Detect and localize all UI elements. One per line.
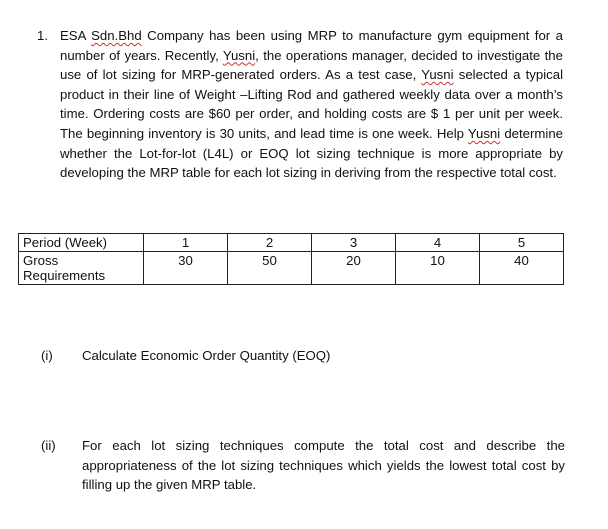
period-cell: 2 [228,234,312,252]
question-text-segment: selected a typical product in their line of Weight –Lifting Rod and gathered weekly data over a month’s time. Ordering costs are $60 per order, and holding costs are $ 1 per unit per week. The beginning inventory is 30 units, and lead time is one week. Help [60,67,564,141]
question-text-segment: determine whether the Lot-for-lot (L4L) or EOQ lot sizing technique is more appropriate by developing the MRP table for each lot sizing in deriving from the respective total cost. [60,125,563,181]
spellcheck-flagged-word: Yusni [421,67,454,83]
gross-requirement-cell: 50 [228,251,312,284]
gross-requirement-cell: 30 [144,251,228,284]
sub-question-marker: (ii) [41,438,56,453]
table-row-period [19,234,564,252]
question-text [60,26,563,183]
spellcheck-flagged-word: Yusni [222,47,256,63]
period-cell: 1 [144,234,228,252]
period-label-cell: Period (Week) [19,234,144,252]
spellcheck-flagged-word: Sdn.Bhd [91,28,142,43]
gross-requirement-cell: 40 [480,251,564,284]
question-number: 1. [37,28,48,43]
sub-question-text: Calculate Economic Order Quantity (EOQ) [82,348,331,363]
sub-question-text: For each lot sizing techniques compute the total cost and describe the appropriateness of the lot sizing techniques which yields the lowest total cost by filling up the given MRP table. [82,438,565,493]
gross-requirement-cell: 10 [396,251,480,284]
table-row-gross-requirements [19,251,564,284]
period-cell: 5 [480,234,564,252]
sub-question-marker: (i) [41,348,53,363]
period-cell: 4 [396,234,480,252]
gross-requirement-cell: 20 [312,251,396,284]
mrp-table [18,233,564,285]
period-cell: 3 [312,234,396,252]
question-text-segment: Company has been using MRP to manufacture gym equipment for a number of years. Recently, [60,28,563,63]
question-text-segment: , the operations manager, decided to investigate the use of lot sizing for MRP-generated orders. As a test case, [60,47,563,83]
question-text-segment: ESA [60,28,92,43]
spellcheck-flagged-word: Yusni [467,125,501,141]
gross-requirements-label-cell: Gross Requirements [19,251,144,284]
